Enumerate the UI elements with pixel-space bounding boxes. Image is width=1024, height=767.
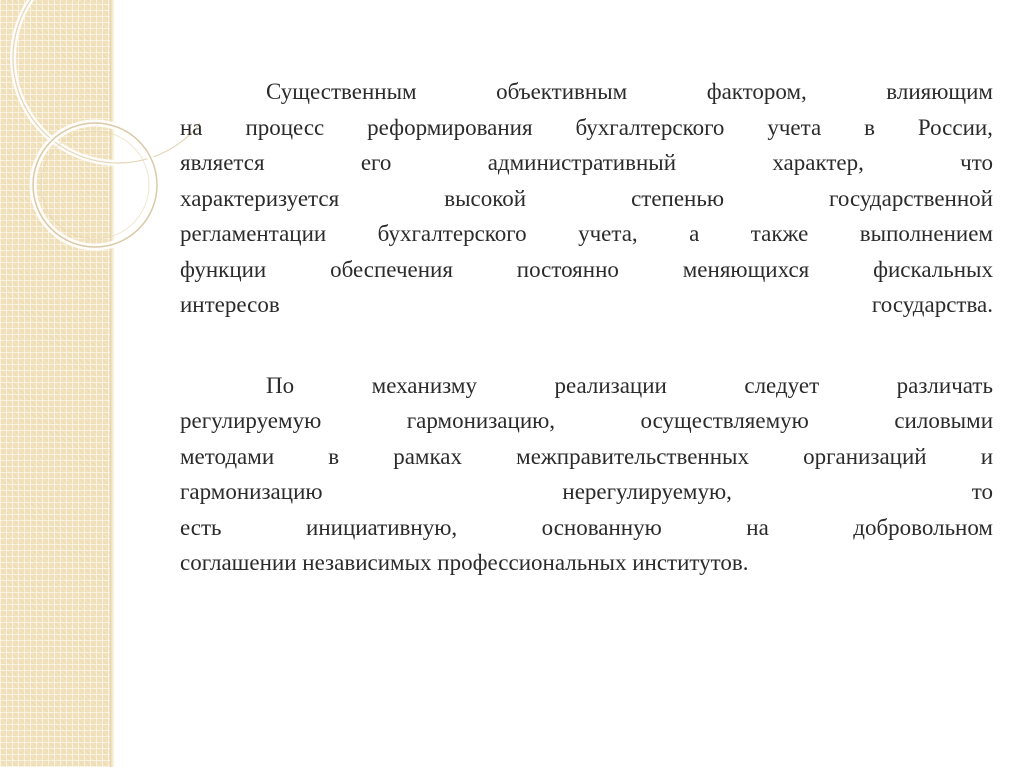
- text-line: регламентации бухгалтерского учета, а также выполнением: [180, 221, 993, 246]
- text-line: Существенным объективным фактором, влияющим: [266, 79, 993, 104]
- body-text: [180, 74, 993, 581]
- text-line: есть инициативную, основанную на добровольном: [180, 514, 993, 540]
- paragraph-1: [180, 74, 993, 323]
- text-line: интересов государства.: [180, 292, 993, 317]
- text-line: является его административный характер, что: [180, 150, 993, 175]
- text-line: регулируемую гармонизацию, осуществляемую силовыми: [180, 408, 993, 433]
- text-line: методами в рамках межправительственных организаций и: [180, 443, 993, 469]
- text-line: функции обеспечения постоянно меняющихся фискальных: [180, 256, 993, 282]
- text-line: характеризуется высокой степенью государственной: [180, 185, 993, 211]
- text-line: соглашении независимых профессиональных институтов.: [180, 550, 749, 575]
- text-line: на процесс реформирования бухгалтерского учета в России,: [180, 114, 993, 140]
- paragraph-2: [180, 368, 993, 581]
- decorative-rings-icon: [0, 0, 200, 300]
- text-line: По механизму реализации следует различать: [266, 372, 993, 398]
- text-line: гармонизацию нерегулируемую, то: [180, 479, 993, 504]
